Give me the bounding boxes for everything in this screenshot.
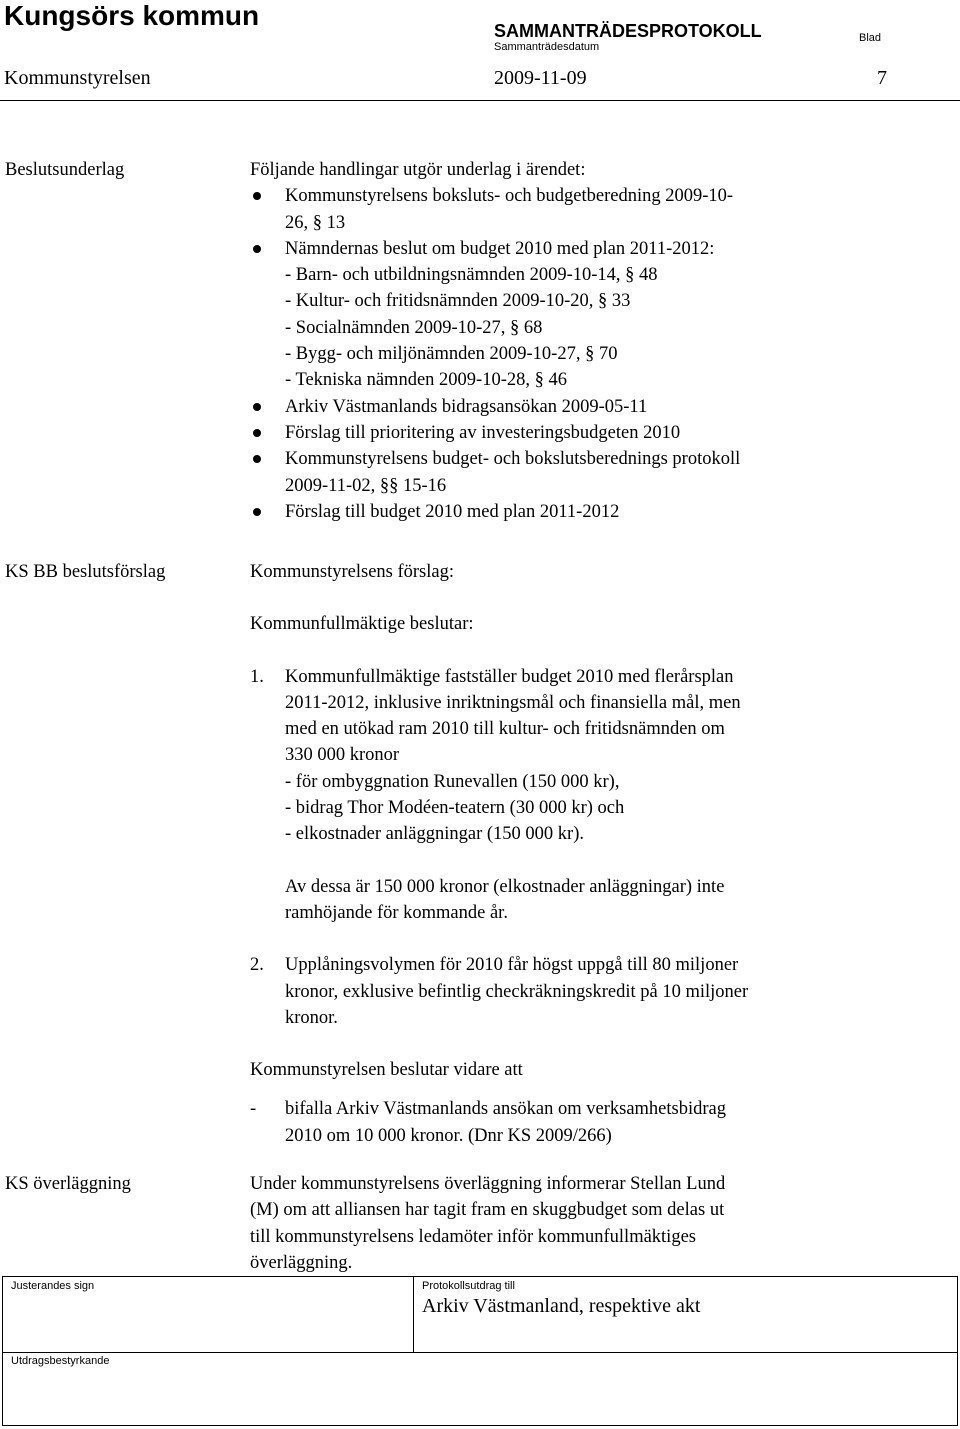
decision-line: kronor. xyxy=(285,1007,338,1028)
paragraph-line: överläggning. xyxy=(250,1252,353,1273)
section-label: KS BB beslutsförslag xyxy=(5,562,166,582)
sub-item: - Barn- och utbildningsnämnden 2009-10-14, § 48 xyxy=(285,265,658,286)
box-label: Justerandes sign xyxy=(11,1280,95,1292)
box-label: Utdragsbestyrkande xyxy=(11,1355,110,1367)
decision-line: 2011-2012, inklusive inriktningsmål och finansiella mål, men xyxy=(285,692,741,713)
list-item-continued: 26, § 13 xyxy=(285,212,346,233)
section-label: KS överläggning xyxy=(5,1174,131,1194)
governing-body: Kommunstyrelsen xyxy=(4,67,151,89)
paragraph-line: till kommunstyrelsens ledamöter inför kommunfullmäktiges xyxy=(250,1226,696,1247)
decision-line: 2010 om 10 000 kronor. (Dnr KS 2009/266) xyxy=(285,1125,612,1146)
section-label: Beslutsunderlag xyxy=(5,160,125,180)
decision-line: - för ombyggnation Runevallen (150 000 kr), xyxy=(285,771,620,792)
paragraph-line: Under kommunstyrelsens överläggning informerar Stellan Lund xyxy=(250,1174,726,1194)
sub-item: - Tekniska nämnden 2009-10-28, § 46 xyxy=(285,370,567,391)
section-content xyxy=(250,559,870,1149)
protocol-extract-box xyxy=(413,1276,958,1353)
box-value: Arkiv Västmanland, respektive akt xyxy=(422,1295,701,1317)
item-number: 2. xyxy=(250,955,264,976)
extract-certification-box xyxy=(2,1352,958,1426)
justerandes-sign-box xyxy=(2,1276,414,1353)
decision-line: - bidrag Thor Modéen-teatern (30 000 kr) och xyxy=(285,798,625,819)
item-number: 1. xyxy=(250,666,264,687)
decision-line: bifalla Arkiv Västmanlands ansökan om verksamhetsbidrag xyxy=(285,1099,726,1120)
meeting-date: 2009-11-09 xyxy=(494,67,587,89)
intro-text: Följande handlingar utgör underlag i ärendet: xyxy=(250,160,586,180)
meeting-date-label: Sammanträdesdatum xyxy=(494,41,600,53)
decision-line: Upplåningsvolymen för 2010 får högst uppgå till 80 miljoner xyxy=(285,955,739,976)
list-item: Förslag till budget 2010 med plan 2011-2012 xyxy=(250,499,870,525)
board-decision-heading: Kommunstyrelsen beslutar vidare att xyxy=(250,1060,523,1081)
document-type: SAMMANTRÄDESPROTOKOLL xyxy=(494,21,762,41)
decision-line: kronor, exklusive befintlig checkräkningskredit på 10 miljoner xyxy=(285,981,749,1002)
council-heading: Kommunfullmäktige beslutar: xyxy=(250,614,474,635)
decision-line: 330 000 kronor xyxy=(285,745,400,766)
list-item: Kommunstyrelsens budget- och bokslutsberednings protokoll xyxy=(250,446,870,472)
list-item: Förslag till prioritering av investeringsbudgeten 2010 xyxy=(250,420,870,446)
list-item: Arkiv Västmanlands bidragsansökan 2009-05-11 xyxy=(250,394,870,420)
decision-note: ramhöjande för kommande år. xyxy=(285,902,508,923)
sub-item: - Bygg- och miljönämnden 2009-10-27, § 70 xyxy=(285,344,618,365)
decision-line: Kommunfullmäktige fastställer budget 2010 med flerårsplan xyxy=(285,666,734,687)
list-item: Kommunstyrelsens boksluts- och budgetberedning 2009-10- xyxy=(250,183,870,209)
list-item-continued: 2009-11-02, §§ 15-16 xyxy=(285,475,447,496)
decision-item-2 xyxy=(250,952,870,1031)
decision-note: Av dessa är 150 000 kronor (elkostnader anläggningar) inte xyxy=(285,876,725,897)
list-item: Nämndernas beslut om budget 2010 med plan 2011-2012: xyxy=(250,236,870,262)
board-decision-item xyxy=(250,1096,870,1149)
sub-item: - Socialnämnden 2009-10-27, § 68 xyxy=(285,317,543,338)
organization-name: Kungsörs kommun xyxy=(4,0,260,31)
decision-line: med en utökad ram 2010 till kultur- och fritidsnämnden om xyxy=(285,719,725,740)
paragraph-line: (M) om att alliansen har tagit fram en skuggbudget som delas ut xyxy=(250,1200,725,1221)
box-label: Protokollsutdrag till xyxy=(422,1280,515,1292)
proposal-heading: Kommunstyrelsens förslag: xyxy=(250,562,454,582)
sub-item: - Kultur- och fritidsnämnden 2009-10-20, § 33 xyxy=(285,291,631,312)
section-content xyxy=(250,157,870,525)
header-divider xyxy=(0,100,960,101)
page-number: 7 xyxy=(877,67,887,89)
dash-marker: - xyxy=(250,1099,257,1120)
decision-item-1 xyxy=(250,664,870,927)
section-content xyxy=(250,1171,870,1276)
decision-line: - elkostnader anläggningar (150 000 kr). xyxy=(285,824,584,845)
sheet-label: Blad xyxy=(859,32,882,44)
